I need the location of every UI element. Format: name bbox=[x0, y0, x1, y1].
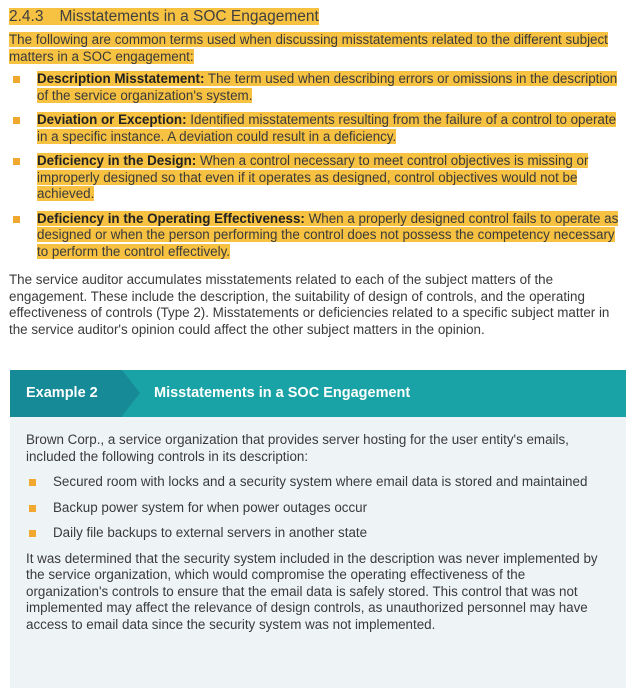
example-closing: It was determined that the security system included in the description was never implemented by the service organization, which would compromise the operating effectiveness of the organization's controls to ensure that the email data is safely stored. This control that was not implemented may affect the relevance of design controls, as unauthorized personnel may have access to email data since the security system was not implemented. bbox=[26, 550, 598, 632]
section-heading bbox=[9, 7, 319, 26]
term-label: Description Misstatement: bbox=[37, 71, 205, 86]
square-bullet-icon bbox=[13, 216, 20, 223]
list-item bbox=[26, 500, 606, 517]
term-item bbox=[9, 71, 625, 104]
term-definition: The term used when describing errors or omissions in the description of the service organization's system. bbox=[37, 71, 618, 103]
example-controls-list bbox=[26, 474, 606, 542]
example-title: Misstatements in a SOC Engagement bbox=[154, 385, 411, 402]
term-label: Deficiency in the Design: bbox=[37, 153, 197, 168]
term-item bbox=[9, 211, 625, 261]
square-bullet-icon bbox=[13, 117, 20, 124]
list-item-text: Backup power system for when power outages occur bbox=[53, 499, 368, 515]
example-label: Example 2 bbox=[26, 385, 98, 402]
example-label-tab bbox=[10, 370, 122, 417]
list-item-text: Daily file backups to external servers in another state bbox=[53, 525, 368, 540]
intro-text: The following are common terms used when discussing misstatements related to the different subject matters in a SOC engagement: bbox=[9, 32, 608, 64]
terms-list bbox=[9, 71, 625, 268]
section-title: Misstatements in a SOC Engagement bbox=[59, 8, 319, 25]
term-label: Deviation or Exception: bbox=[37, 112, 187, 127]
square-bullet-icon bbox=[13, 158, 20, 165]
term-item bbox=[9, 112, 625, 145]
term-label: Deficiency in the Operating Effectiveness: bbox=[37, 210, 305, 226]
intro-paragraph bbox=[9, 32, 621, 65]
square-bullet-icon bbox=[13, 76, 20, 83]
body-paragraph: The service auditor accumulates misstatements related to each of the subject matters of the engagement. These include the description, the suitability of design of controls, and the operating effectiveness of controls (Type 2). Misstatements or deficiencies related to a specific subject matter in the service auditor's opinion could affect the other subject matters in the opinion. bbox=[9, 272, 610, 337]
square-bullet-icon bbox=[29, 530, 36, 537]
example-panel bbox=[10, 370, 626, 688]
square-bullet-icon bbox=[29, 505, 36, 512]
list-item-text: Secured room with locks and a security system where email data is stored and maintained bbox=[53, 474, 588, 489]
term-definition: Identified misstatements resulting from the failure of a control to operate in a specific instance. A deviation could result in a deficiency. bbox=[37, 112, 617, 144]
example-lead: Brown Corp., a service organization that provides server hosting for the user entity's emails, included the following controls in its description: bbox=[26, 432, 569, 464]
term-definition: When a control necessary to meet control objectives is missing or improperly designed so that even if it operates as designed, control objectives would not be achieved. bbox=[37, 153, 589, 201]
example-header bbox=[10, 370, 626, 417]
term-definition: When a properly designed control fails to operate as designed or when the person performing the control does not possess the competency necessary to perform the control effectively. bbox=[37, 210, 619, 259]
list-item bbox=[26, 474, 606, 491]
square-bullet-icon bbox=[29, 479, 36, 486]
section-number: 2.4.3 bbox=[9, 8, 44, 25]
example-body bbox=[26, 432, 606, 633]
list-item bbox=[26, 525, 606, 542]
term-item bbox=[9, 153, 625, 203]
